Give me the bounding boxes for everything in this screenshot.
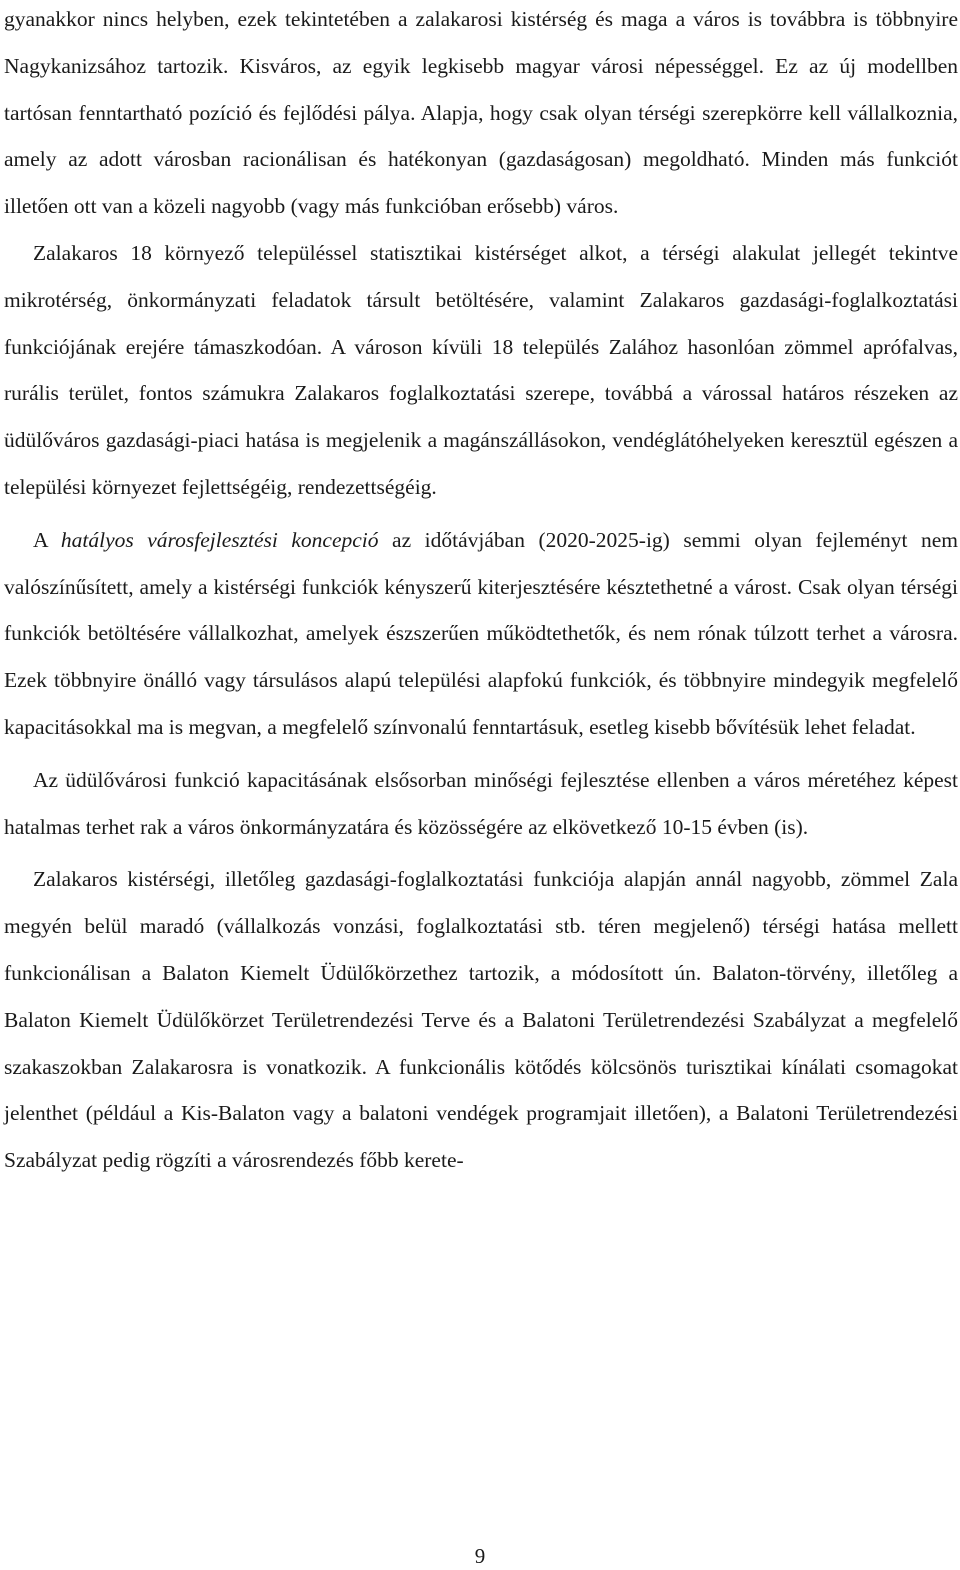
paragraph-kisterseg: Zalakaros 18 környező településsel statisztikai kistérséget alkot, a térségi alakulat jellegét tekintve mikrotérség, önkormányzati feladatok társult betöltésére, valamint Zalakaros gazdasági-foglalkoztatási funkciójának erejére támaszkodóan. A városon kívüli 18 település Zalához hasonlóan zömmel aprófalvas, rurális terület, fontos számukra Zalakaros foglalkoztatási szerepe, továbbá a várossal határos részeken az üdülőváros gazdasági-piaci hatása is megjelenik a magánszállásokon, vendéglátóhelyeken keresztül egészen a települési környezet fejlettségéig, rendezettségéig. bbox=[4, 240, 958, 499]
page-number: 9 bbox=[474, 1544, 486, 1568]
paragraph-koncepcio-lead: A bbox=[33, 527, 61, 552]
paragraph-udulovarosi: Az üdülővárosi funkció kapacitásának elsősorban minőségi fejlesztése ellenben a város méretéhez képest hatalmas terhet rak a város önkormányzatára és közösségére az elkövetkező 10-15 évben (is). bbox=[4, 767, 958, 839]
paragraph-continuation: gyanakkor nincs helyben, ezek tekintetében a zalakarosi kistérség és maga a város is továbbra is többnyire Nagykanizsához tartozik. Kisváros, az egyik legkisebb magyar városi népességgel. Ez az új modellben tartósan fenntartható pozíció és fejlődési pálya. Alapja, hogy csak olyan térségi szerepkörre kell vállalkoznia, amely az adott városban racionálisan és hatékonyan (gazdaságosan) megoldható. Minden más funkciót illetően ott van a közeli nagyobb (vagy más funkcióban erősebb) város. bbox=[4, 7, 958, 219]
italic-koncepcio-title: hatályos városfejlesztési koncepció bbox=[60, 527, 379, 552]
paragraph-balaton: Zalakaros kistérségi, illetőleg gazdasági-foglalkoztatási funkciója alapján annál nagyobb, zömmel Zala megyén belül maradó (vállalkozás vonzási, foglalkoztatási stb. téren megjelenő) térségi hatása mellett funkcionálisan a Balaton Kiemelt Üdülőkörzethez tartozik, a módosított ún. Balaton-törvény, illetőleg a Balaton Kiemelt Üdülőkörzet Területrendezési Terve és a Balatoni Területrendezési Szabályzat a megfelelő szakaszokban Zalakarosra is vonatkozik. A funkcionális kötődés kölcsönös turisztikai kínálati csomagokat jelenthet (például a Kis-Balaton vagy a balatoni vendégek programjait illetően), a Balatoni Területrendezési Szabályzat pedig rögzíti a városrendezés főbb kerete- bbox=[4, 867, 958, 1173]
paragraph-koncepcio-rest: az időtávjában (2020-2025-ig) semmi olyan fejleményt nem valószínűsített, amely a kistérségi funkciók kényszerű kiterjesztésére késztethetné a várost. Csak olyan térségi funkciók betöltésére vállalkozhat, amelyek észszerűen működtethetők, és nem rónak túlzott terhet a városra. Ezek többnyire önálló vagy társulásos alapú települési alapfokú funkciók, és többnyire mindegyik megfelelő kapacitásokkal ma is megvan, a megfelelő színvonalú fenntartásuk, esetleg kisebb bővítésük lehet feladat. bbox=[4, 527, 959, 739]
body-text bbox=[4, 0, 958, 1184]
paragraph-koncepcio bbox=[4, 517, 958, 751]
